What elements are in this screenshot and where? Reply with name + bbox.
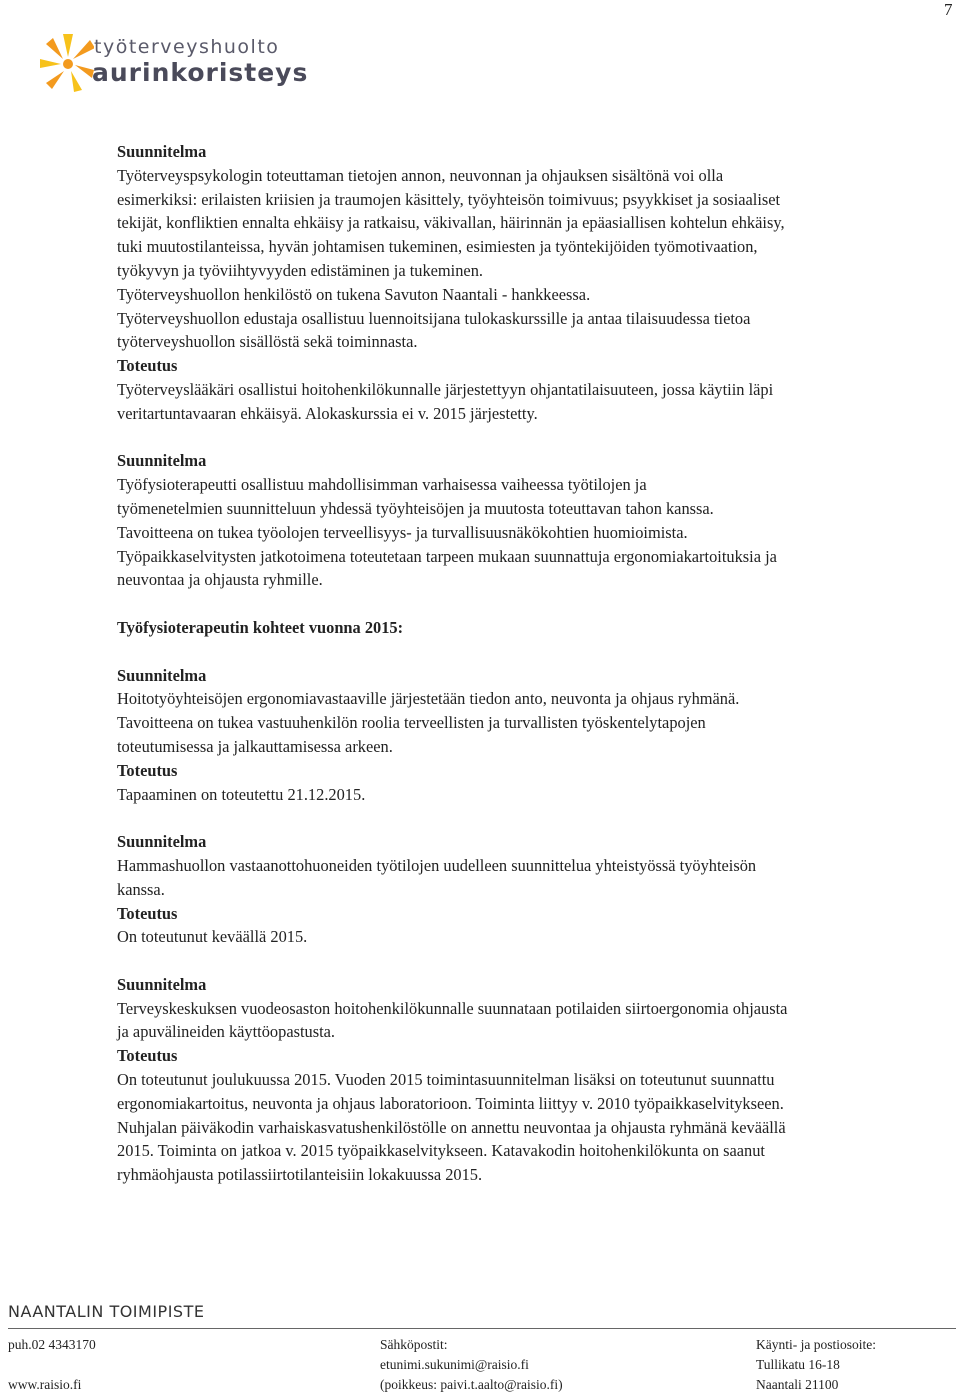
paragraph-line: Työpaikkaselvitysten jatkotoimena toteutetaan tarpeen mukaan suunnattuja ergonomiakartoituksia ja <box>117 546 777 566</box>
paragraph-line: On toteutunut keväällä 2015. <box>117 927 308 947</box>
paragraph-line: ryhmäohjausta potilassiirtotilanteisiin lokakuussa 2015. <box>117 1165 483 1185</box>
paragraph-line: veritartuntavaaran ehkäisyä. Alokaskurssia ei v. 2015 järjestetty. <box>117 403 538 423</box>
paragraph-line: Tapaaminen on toteutettu 21.12.2015. <box>117 784 366 804</box>
footer-website-link[interactable]: www.raisio.fi <box>8 1377 82 1392</box>
paragraph-spacer <box>117 640 957 664</box>
footer-divider <box>8 1328 956 1329</box>
section-heading: Toteutus <box>117 356 178 376</box>
section-heading: Toteutus <box>117 903 178 923</box>
footer-city: Naantali 21100 <box>756 1377 839 1392</box>
section-heading: Suunnitelma <box>117 451 207 471</box>
paragraph-line: Työterveyshuollon edustaja osallistuu luennoitsijana tulokaskurssille ja antaa tilaisuudessa tietoa <box>117 308 751 328</box>
paragraph-line: esimerkiksi: erilaisten kriisien ja traumojen käsittely, työyhteisön toimivuus; psyykkiset ja sosiaaliset <box>117 189 781 209</box>
paragraph-line: Tavoitteena on tukea vastuuhenkilön roolia terveellisten ja turvallisten työskentelytapojen <box>117 713 706 733</box>
page-number: 7 <box>944 0 953 19</box>
paragraph-line: neuvontaa ja ohjausta ryhmille. <box>117 570 323 590</box>
paragraph-line: työkyvyn ja työviihtyvyyden edistäminen ja tukeminen. <box>117 260 483 280</box>
section-heading: Työfysioterapeutin kohteet vuonna 2015: <box>117 617 404 637</box>
section-heading: Toteutus <box>117 760 178 780</box>
footer-title: NAANTALIN TOIMIPISTE <box>8 1302 205 1321</box>
document-body <box>117 140 957 1187</box>
paragraph-line: Työterveyslääkäri osallistui hoitohenkilökunnalle järjestettyyn ohjantatilaisuuteen, jossa käytiin läpi <box>117 379 774 399</box>
footer-address-label: Käynti- ja postiosoite: <box>756 1337 876 1352</box>
paragraph-line: ja apuvälineiden käyttöopastusta. <box>117 1022 336 1042</box>
footer-email-pattern[interactable]: etunimi.sukunimi@raisio.fi <box>380 1357 529 1372</box>
section-heading: Suunnitelma <box>117 665 207 685</box>
paragraph-line: Terveyskeskuksen vuodeosaston hoitohenkilökunnalle suunnataan potilaiden siirtoergonomia ohjausta <box>117 998 788 1018</box>
section-heading: Toteutus <box>117 1046 178 1066</box>
paragraph-line: toteutumisessa ja jalkauttamisessa arkeen. <box>117 736 393 756</box>
paragraph-line: 2015. Toiminta on jatkoa v. 2015 työpaikkaselvitykseen. Katavakodin hoitohenkilökunta on saanut <box>117 1141 765 1161</box>
paragraph-line: Nuhjalan päiväkodin varhaiskasvatushenkilöstölle on annettu neuvontaa ja ohjausta ryhmänä keväällä <box>117 1117 786 1137</box>
logo-text-top: työterveyshuolto <box>94 36 280 58</box>
paragraph-line: Hoitotyöyhteisöjen ergonomiavastaaville järjestetään tiedon anto, neuvonta ja ohjaus ryhmänä. <box>117 689 740 709</box>
section-heading: Suunnitelma <box>117 974 207 994</box>
paragraph-line: On toteutunut joulukuussa 2015. Vuoden 2015 toimintasuunnitelman lisäksi on toteutunut suunnattu <box>117 1070 775 1090</box>
footer-contact-address <box>756 1335 876 1395</box>
footer-street: Tullikatu 16-18 <box>756 1357 840 1372</box>
paragraph-line: Työterveyspsykologin toteuttaman tietojen annon, neuvonnan ja ohjauksen sisältönä voi olla <box>117 165 724 185</box>
paragraph-spacer <box>117 426 957 450</box>
paragraph-line: tekijät, konfliktien ennalta ehkäisy ja ratkaisu, väkivallan, häirinnän ja epäasiallisen kohtelun ehkäisy, <box>117 213 785 233</box>
paragraph-line: kanssa. <box>117 879 165 899</box>
section-heading: Suunnitelma <box>117 832 207 852</box>
footer-phone: puh.02 4343170 <box>8 1337 96 1352</box>
company-logo <box>38 30 308 100</box>
paragraph-line: Tavoitteena on tukea työolojen terveellisyys- ja turvallisuusnäkökohtien huomioimista. <box>117 522 688 542</box>
sun-burst-icon <box>38 30 94 92</box>
paragraph-line: Työfysioterapeutti osallistuu mahdollisimman varhaisessa vaiheessa työtilojen ja <box>117 475 647 495</box>
paragraph-line: ergonomiakartoitus, neuvonta ja ohjaus laboratorioon. Toiminta liittyy v. 2010 työpaikkaselvitykseen. <box>117 1093 784 1113</box>
paragraph-line: Hammashuollon vastaanottohuoneiden työtilojen uudelleen suunnittelua yhteistyössä työyhteisön <box>117 855 757 875</box>
footer-email-label: Sähköpostit: <box>380 1337 448 1352</box>
footer-email-exception[interactable]: (poikkeus: paivi.t.aalto@raisio.fi) <box>380 1377 563 1392</box>
paragraph-line: tuki muutostilanteissa, hyvän johtamisen tukeminen, esimiesten ja työntekijöiden työmotivaation, <box>117 237 758 257</box>
section-heading: Suunnitelma <box>117 142 207 161</box>
paragraph-line: työmenetelmien suunnitteluun yhdessä työyhteisöjen ja muutosta toteuttavan tahon kanssa. <box>117 498 714 518</box>
footer-contact-email <box>380 1335 563 1395</box>
paragraph-line: Työterveyshuollon henkilöstö on tukena Savuton Naantali - hankkeessa. <box>117 284 591 304</box>
footer-contact-phone <box>8 1335 96 1395</box>
paragraph-line: työterveyshuollon sisällöstä sekä toiminnasta. <box>117 332 418 352</box>
logo-text-main: aurinkoristeys <box>92 58 309 87</box>
paragraph-spacer <box>117 806 957 830</box>
paragraph-spacer <box>117 949 957 973</box>
paragraph-spacer <box>117 592 957 616</box>
